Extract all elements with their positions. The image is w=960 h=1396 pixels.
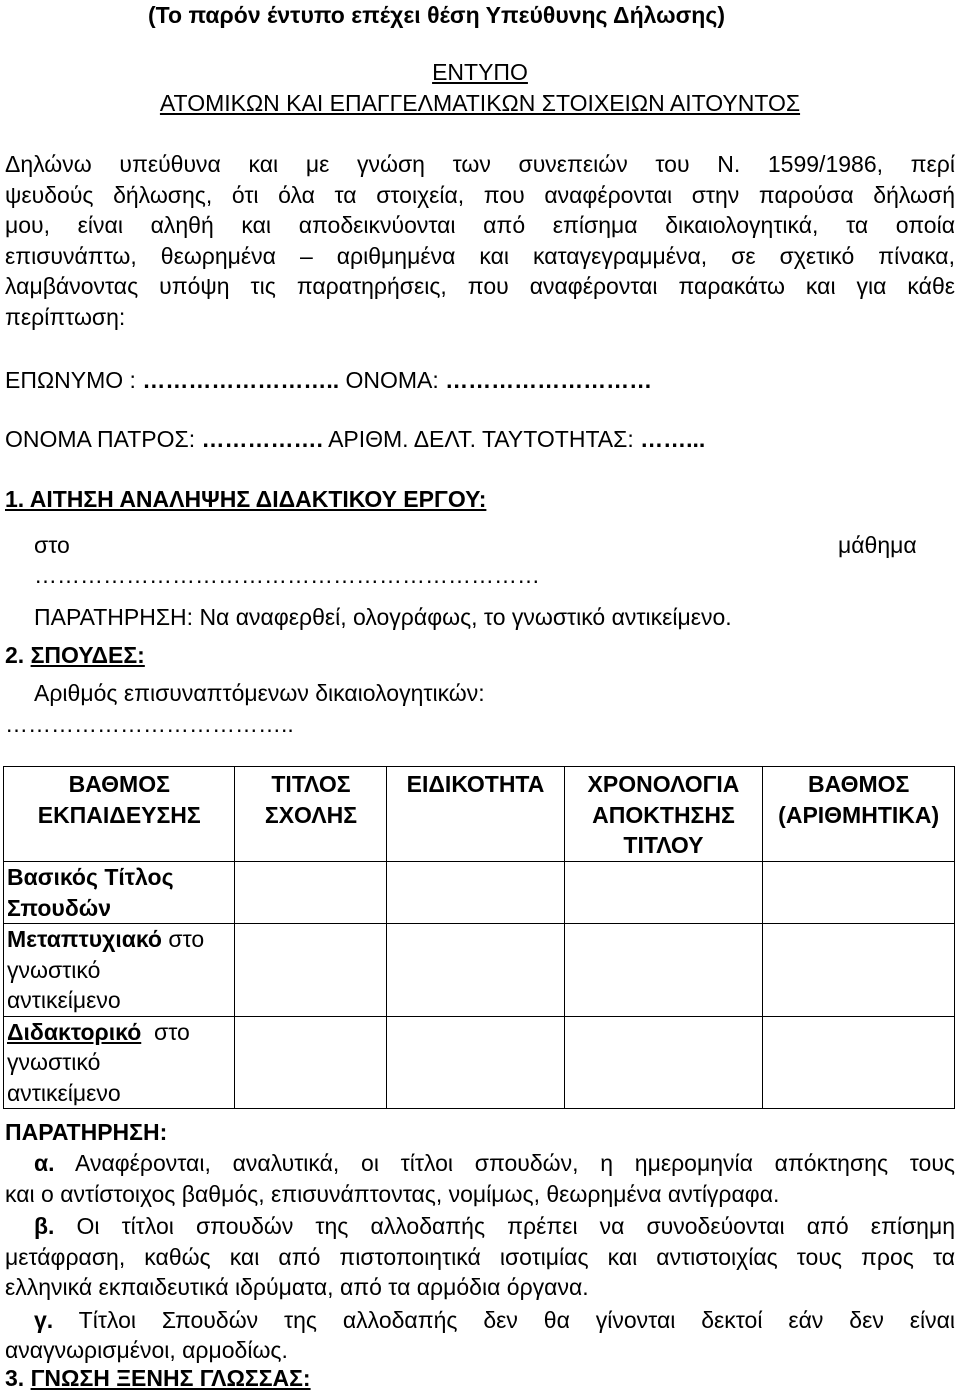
father-id-row — [5, 424, 705, 455]
table-cell[interactable] — [387, 862, 564, 924]
header-acquisition-date: ΧΡΟΝΟΛΟΓΙΑ ΑΠΟΚΤΗΣΗΣ ΤΙΤΛΟΥ — [564, 767, 763, 862]
id-card-blank[interactable]: ……... — [640, 426, 706, 452]
table-cell[interactable] — [763, 862, 955, 924]
section-3-title-text: ΓΝΩΣΗ ΞΕΝΗΣ ΓΛΩΣΣΑΣ: — [30, 1365, 311, 1391]
section-1-note — [34, 602, 732, 633]
row-label-masters: Μεταπτυχιακό στο γνωστικό αντικείμενο — [4, 924, 235, 1017]
table-cell[interactable] — [564, 924, 763, 1017]
table-row — [4, 924, 955, 1017]
table-cell[interactable] — [235, 924, 387, 1017]
form-label: ΕΝΤΥΠΟ — [432, 59, 528, 85]
docs-count-blank[interactable]: ……………………………….. — [5, 711, 294, 737]
name-blank[interactable]: ……………………… — [445, 367, 653, 393]
note-c-line: αναγνωρισμένοι, αρμοδίως. — [5, 1337, 288, 1363]
table-cell[interactable] — [387, 924, 564, 1017]
surname-blank[interactable]: …………………….. — [142, 367, 340, 393]
header-specialty: ΕΙΔΙΚΟΤΗΤΑ — [387, 767, 564, 862]
table-row — [4, 862, 955, 924]
note-b-line: μετάφραση, καθώς και από πιστοποιητικά ισοτιμίας και αντιστοιχίας τους προς τα — [5, 1243, 955, 1270]
row-label-doctorate: Διδακτορικό στο γνωστικό αντικείμενο — [4, 1016, 235, 1109]
declaration-line: επισυνάπτω, θεωρημένα – αριθμημένα και καταγεγραμμένα, σε σχετικό πίνακα, — [5, 242, 955, 269]
table-cell[interactable] — [235, 1016, 387, 1109]
section-1-word-right: μάθημα — [838, 532, 917, 558]
note-b-line: ελληνικά εκπαιδευτικά ιδρύματα, από τα αρμόδια όργανα. — [5, 1274, 589, 1300]
notes-block — [5, 1148, 955, 1366]
table-cell[interactable] — [235, 862, 387, 924]
notes-title: ΠΑΡΑΤΗΡΗΣΗ: — [5, 1119, 168, 1145]
declaration-line: μου, είναι αληθή και αποδεικνύονται από επίσημα δικαιολογητικά, τα οποία — [5, 212, 955, 238]
father-name-label: ΟΝΟΜΑ ΠΑΤΡΟΣ: — [5, 426, 196, 452]
docs-count-label: Αριθμός επισυναπτόμενων δικαιολογητικών: — [34, 680, 485, 706]
row-label-basic-degree: Βασικός Τίτλος Σπουδών — [4, 862, 235, 924]
form-header-note: (Το παρόν έντυπο επέχει θέση Υπεύθυνης Δήλωσης) — [148, 2, 725, 28]
id-card-label: ΑΡΙΘΜ. ΔΕΛΤ. ΤΑΥΤΟΤΗΤΑΣ: — [328, 426, 634, 452]
header-grade-numeric: ΒΑΘΜΟΣ (ΑΡΙΘΜΗΤΙΚΑ) — [763, 767, 955, 862]
surname-name-row — [5, 365, 652, 396]
header-education-level: ΒΑΘΜΟΣ ΕΚΠΑΙΔΕΥΣΗΣ — [4, 767, 235, 862]
table-header-row — [4, 767, 955, 862]
father-name-blank[interactable]: ……………. — [201, 426, 323, 452]
note-b-line: β. Οι τίτλοι σπουδών της αλλοδαπής πρέπει να συνοδεύονται από επίσημη — [34, 1213, 956, 1239]
declaration-line: περίπτωση: — [5, 303, 126, 330]
note-a-line: και ο αντίστοιχος βαθμός, επισυνάπτοντας, νομίμως, θεωρημένα αντίγραφα. — [5, 1180, 780, 1207]
note-c-line: γ. Τίτλοι Σπουδών της αλλοδαπής δεν θα γίνονται δεκτοί εάν δεν είναι — [34, 1306, 955, 1333]
section-1-word-left: στο — [34, 532, 70, 558]
studies-table — [3, 766, 955, 1109]
name-label: ΟΝΟΜΑ: — [345, 367, 439, 393]
section-2-title: 2. ΣΠΟΥΔΕΣ: — [5, 642, 145, 668]
declaration-line: λαμβάνοντας υπόψη τις παρατηρήσεις, που αναφέρονται παρακάτω και για κάθε — [5, 273, 955, 299]
note-a-line: α. Αναφέρονται, αναλυτικά, οι τίτλοι σπουδών, η ημερομηνία απόκτησης τους — [34, 1150, 955, 1176]
section-1-note-text: Να αναφερθεί, ολογράφως, το γνωστικό αντικείμενο. — [199, 604, 732, 630]
declaration-line: ψευδούς δήλωσης, ότι όλα τα στοιχεία, που αναφέρονται στην παρούσα δήλωσή — [5, 181, 955, 208]
section-3-title: 3. ΓΝΩΣΗ ΞΕΝΗΣ ΓΛΩΣΣΑΣ: — [5, 1365, 311, 1391]
section-1-note-label: ΠΑΡΑΤΗΡΗΣΗ: — [34, 604, 194, 630]
section-2-title-text: ΣΠΟΥΔΕΣ: — [30, 642, 145, 668]
table-cell[interactable] — [763, 924, 955, 1017]
surname-label: ΕΠΩΝΥΜΟ : — [5, 367, 136, 393]
header-school-title: ΤΙΤΛΟΣ ΣΧΟΛΗΣ — [235, 767, 387, 862]
declaration-line: Δηλώνω υπεύθυνα και με γνώση των συνεπειών του Ν. 1599/1986, περί — [5, 151, 955, 177]
table-cell[interactable] — [387, 1016, 564, 1109]
table-cell[interactable] — [564, 862, 763, 924]
table-cell[interactable] — [763, 1016, 955, 1109]
section-1-title: 1. ΑΙΤΗΣΗ ΑΝΑΛΗΨΗΣ ΔΙΔΑΚΤΙΚΟΥ ΕΡΓΟΥ: — [5, 486, 487, 512]
course-blank[interactable]: ………………………………………………………… — [34, 562, 540, 588]
form-title: ΑΤΟΜΙΚΩΝ ΚΑΙ ΕΠΑΓΓΕΛΜΑΤΙΚΩΝ ΣΤΟΙΧΕΙΩΝ ΑΙΤΟΥΝΤΟΣ — [159, 90, 801, 116]
declaration-paragraph — [5, 149, 955, 332]
table-cell[interactable] — [564, 1016, 763, 1109]
table-row — [4, 1016, 955, 1109]
